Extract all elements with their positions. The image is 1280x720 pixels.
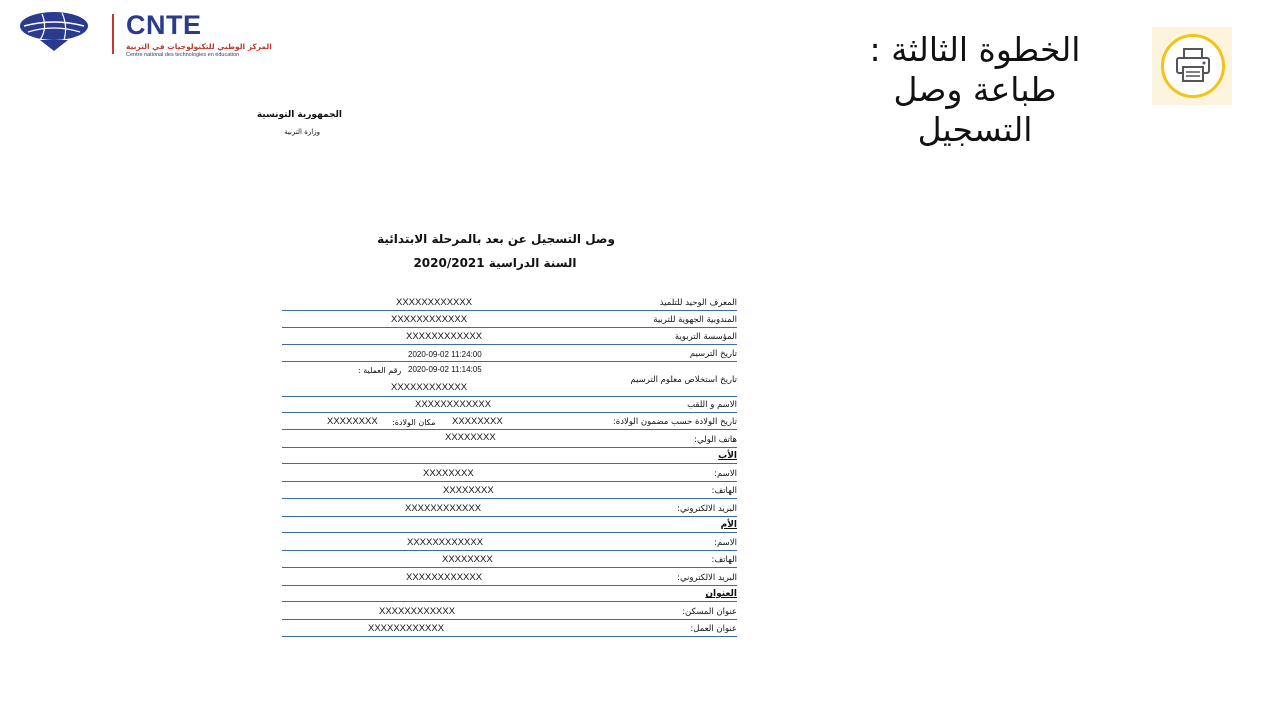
printer-icon — [1164, 37, 1222, 95]
row-birth — [282, 412, 737, 430]
registration-receipt — [256, 100, 760, 660]
logo-french-name: Centre national des technologies en éducation — [126, 52, 240, 58]
regional-office-value: XXXXXXXXXXXX — [391, 314, 468, 325]
row-father-name — [282, 463, 737, 482]
row-institution — [282, 327, 737, 345]
row-work-address — [282, 619, 737, 637]
row-father-header — [282, 447, 737, 464]
name-label: الاسم و اللقب — [687, 400, 737, 410]
home-address-label: عنوان المسكن: — [682, 607, 737, 617]
mother-header: الأم — [720, 520, 737, 530]
name-value: XXXXXXXXXXXX — [415, 399, 492, 410]
mother-phone-label: الهاتف: — [711, 555, 737, 565]
payment-label: تاريخ استخلاص معلوم الترسيم — [630, 375, 737, 385]
step-title-line1: الخطوة الثالثة : — [869, 30, 1081, 69]
logo-arabic-name: المركز الوطني للتكنولوجيات في التربية — [126, 42, 272, 51]
payment-op-value: XXXXXXXXXXXX — [391, 382, 468, 393]
institution-label: المؤسسة التربوية — [674, 332, 737, 342]
step-title — [860, 30, 1090, 150]
print-button[interactable] — [1152, 27, 1232, 105]
regional-office-label: المندوبية الجهوية للتربية — [653, 315, 737, 325]
republic-name: الجمهورية التونسية — [256, 110, 342, 120]
globe-logo-icon — [18, 8, 90, 52]
row-address-header — [282, 585, 737, 602]
father-phone-label: الهاتف: — [711, 486, 737, 496]
print-circle — [1161, 34, 1225, 98]
mother-name-value: XXXXXXXXXXXX — [407, 537, 484, 548]
row-payment — [282, 361, 737, 397]
ministry-name: وزارة التربية — [284, 128, 320, 136]
logo-brand: CNTE — [126, 10, 202, 40]
address-header: العنوان — [705, 589, 737, 599]
row-regional-office — [282, 310, 737, 328]
row-home-address — [282, 601, 737, 620]
school-year: السنة الدراسية 2020/2021 — [413, 256, 577, 270]
father-name-value: XXXXXXXX — [423, 468, 474, 479]
row-student-id — [282, 292, 737, 311]
payment-date-value: 2020-09-02 11:14:05 — [408, 365, 482, 374]
row-mother-name — [282, 532, 737, 551]
mother-email-label: البريد الالكتروني: — [677, 573, 737, 583]
mother-email-value: XXXXXXXXXXXX — [406, 572, 483, 583]
birth-date-value: XXXXXXXX — [452, 416, 503, 427]
mother-name-label: الاسم: — [714, 538, 737, 548]
father-name-label: الاسم: — [714, 469, 737, 479]
cnte-logo — [18, 8, 288, 56]
birth-place-value: XXXXXXXX — [327, 416, 378, 427]
registration-date-value: 2020-09-02 11:24:00 — [408, 350, 482, 359]
payment-op-label: رقم العملية : — [358, 366, 402, 375]
birth-label: تاريخ الولادة حسب مضمون الولادة: — [612, 417, 737, 427]
institution-value: XXXXXXXXXXXX — [406, 331, 483, 342]
registration-date-label: تاريخ الترسيم — [689, 349, 737, 359]
row-mother-phone — [282, 550, 737, 568]
father-email-value: XXXXXXXXXXXX — [405, 503, 482, 514]
student-id-label: المعرف الوحيد للتلميذ — [659, 298, 737, 308]
work-address-value: XXXXXXXXXXXX — [368, 623, 445, 634]
row-father-phone — [282, 481, 737, 499]
mother-phone-value: XXXXXXXX — [442, 554, 493, 565]
row-registration-date — [282, 344, 737, 362]
home-address-value: XXXXXXXXXXXX — [379, 606, 456, 617]
logo-divider — [112, 14, 114, 54]
row-mother-header — [282, 516, 737, 533]
birth-place-label: مكان الولادة: — [392, 418, 436, 427]
father-header: الأب — [718, 451, 737, 461]
row-mother-email — [282, 567, 737, 586]
student-id-value: XXXXXXXXXXXX — [396, 297, 473, 308]
step-title-line3: التسجيل — [917, 110, 1033, 149]
guardian-phone-label: هاتف الولي: — [694, 435, 737, 445]
row-name — [282, 396, 737, 413]
receipt-title: وصل التسجيل عن بعد بالمرحلة الابتدائية — [377, 232, 615, 246]
father-phone-value: XXXXXXXX — [443, 485, 494, 496]
father-email-label: البريد الالكتروني: — [677, 504, 737, 514]
row-father-email — [282, 498, 737, 517]
row-guardian-phone — [282, 429, 737, 448]
step-title-line2: طباعة وصل — [893, 70, 1057, 109]
work-address-label: عنوان العمل: — [690, 624, 737, 634]
guardian-phone-value: XXXXXXXX — [445, 432, 496, 443]
